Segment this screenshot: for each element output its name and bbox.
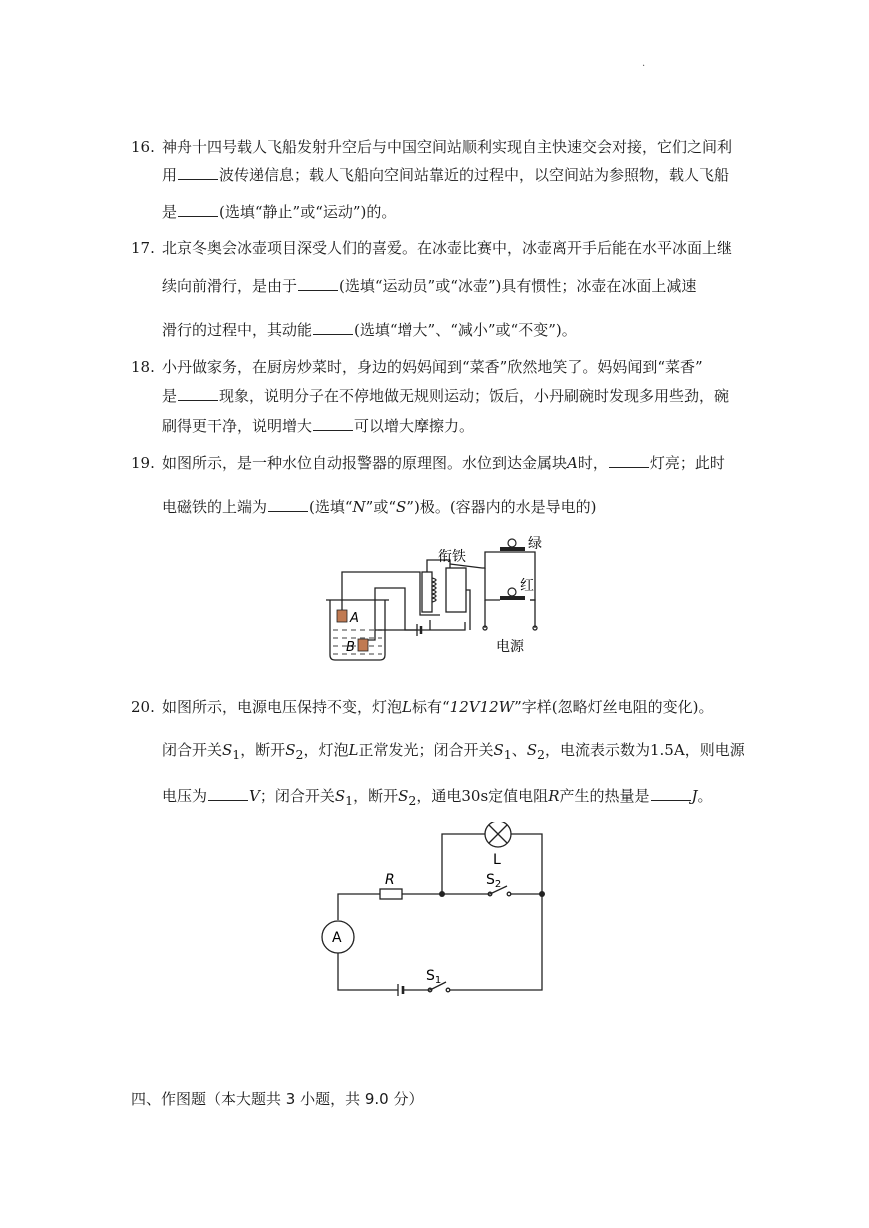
label-l: L (493, 852, 501, 868)
answer-blank[interactable] (609, 453, 649, 468)
question-text: 滑行的过程中，其动能 (选填“增大”、“减小”或“不变”)。 (162, 321, 577, 339)
label-green: 绿 (528, 536, 542, 552)
section-heading: 四、作图题（本大题共 3 小题，共 9.0 分） (131, 1090, 424, 1108)
label-red: 红 (520, 578, 534, 594)
question-text: 电磁铁的上端为 (选填“N”或“S”)极。(容器内的水是导电的) (162, 498, 597, 516)
question-number: 17. (131, 239, 155, 257)
question-number: 16. (131, 138, 155, 156)
page-mark: . (642, 58, 646, 69)
answer-blank[interactable] (298, 276, 338, 291)
answer-blank[interactable] (178, 386, 218, 401)
question-number: 19. (131, 454, 155, 472)
question-text: 电压为 V；闭合开关$S_1$，断开$S_2$，通电30s定值电阻R产生的热量是 J。 (162, 787, 713, 808)
label-s2: $S_2$ (486, 872, 502, 890)
answer-blank[interactable] (651, 786, 691, 801)
question-text: 如图所示，是一种水位自动报警器的原理图。水位到达金属块A时， 灯亮；此时 (162, 454, 725, 472)
question-number: 18. (131, 358, 155, 376)
question-text: 是 (选填“静止”或“运动”)的。 (162, 203, 397, 221)
answer-blank[interactable] (178, 165, 218, 180)
answer-blank[interactable] (208, 786, 248, 801)
label-a: A (350, 611, 359, 626)
question-text: 闭合开关$S_1$，断开$S_2$，灯泡L正常发光；闭合开关$S_1$、$S_2$，电流表示数为1.5A，则电源 (162, 741, 745, 762)
question-number: 20. (131, 698, 155, 716)
question-text: 用 波传递信息；载人飞船向空间站靠近的过程中，以空间站为参照物，载人飞船 (162, 166, 730, 184)
question-text: 北京冬奥会冰壶项目深受人们的喜爱。在冰壶比赛中，冰壶离开手后能在水平冰面上继 (162, 239, 733, 257)
question-text: 刷得更干净，说明增大 可以增大摩擦力。 (162, 417, 475, 435)
answer-blank[interactable] (313, 416, 353, 431)
answer-blank[interactable] (178, 202, 218, 217)
water-level-alarm-diagram (320, 530, 555, 665)
metal-block-b (358, 639, 368, 651)
question-text: 小丹做家务，在厨房炒菜时，身边的妈妈闻到“菜香”欣然地笑了。妈妈闻到“菜香” (162, 358, 703, 376)
question-text: 如图所示，电源电压保持不变，灯泡L标有“12V12W”字样(忽略灯丝电阻的变化)。 (162, 698, 714, 716)
label-ammeter: A (332, 930, 342, 946)
label-armature: 衔铁 (438, 549, 466, 565)
label-power: 电源 (496, 639, 524, 655)
question-text: 是 现象，说明分子在不停地做无规则运动；饭后，小丹刷碗时发现多用些劲，碗 (162, 387, 730, 405)
resistor-r (380, 889, 402, 899)
metal-block-a (337, 610, 347, 622)
circuit-diagram (320, 822, 560, 1002)
green-lamp-icon (500, 539, 525, 551)
label-b: B (346, 640, 355, 655)
answer-blank[interactable] (268, 497, 308, 512)
question-text: 神舟十四号载人飞船发射升空后与中国空间站顺利实现自主快速交会对接，它们之间利 (162, 138, 733, 156)
question-text: 续向前滑行，是由于 (选填“运动员”或“冰壶”)具有惯性；冰壶在冰面上减速 (162, 277, 697, 295)
label-s1: $S_1$ (426, 968, 442, 986)
answer-blank[interactable] (313, 320, 353, 335)
label-r: R (385, 872, 395, 888)
